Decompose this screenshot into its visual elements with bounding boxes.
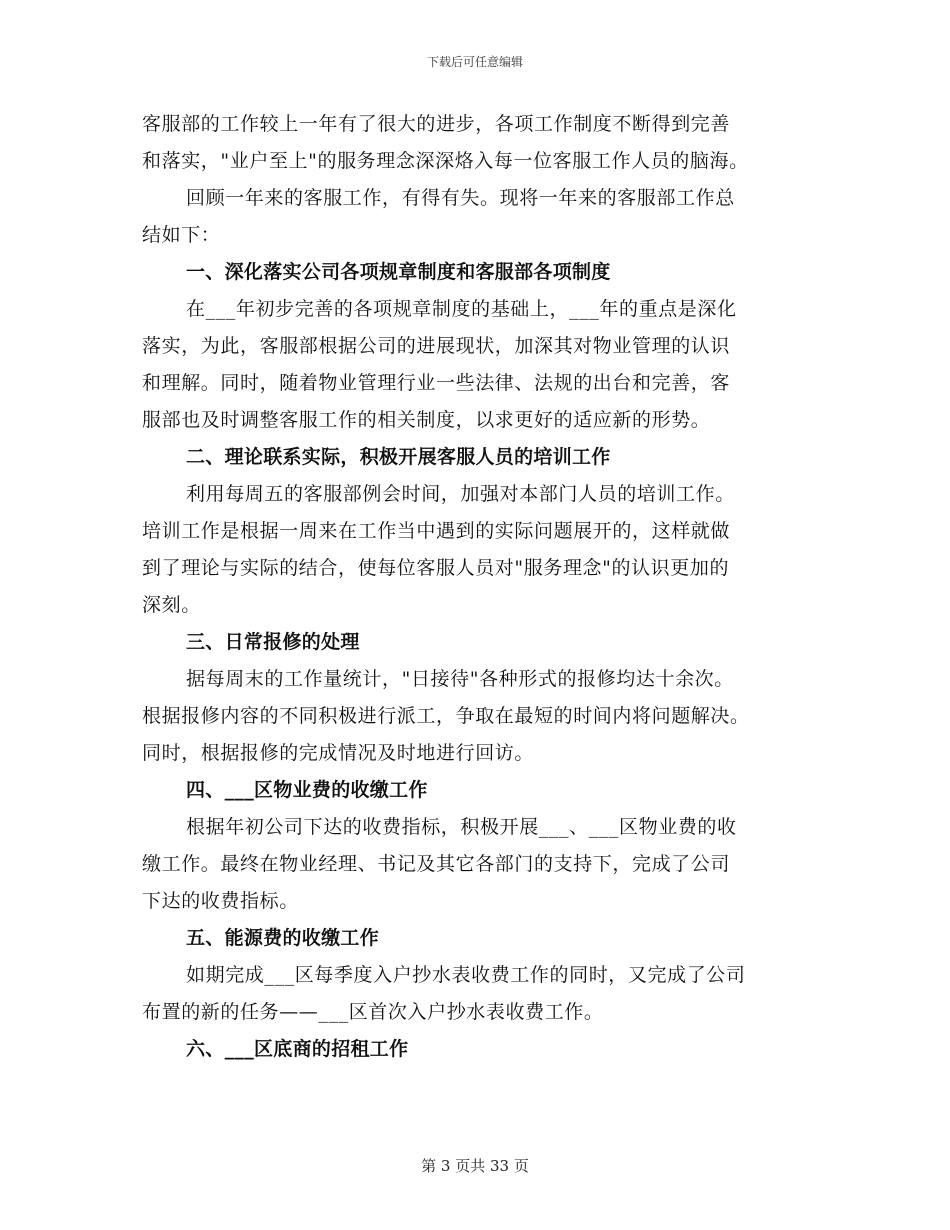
- page-footer: 第 3 页共 33 页: [421, 1157, 529, 1175]
- paragraph-line: 和理解。同时，随着物业管理行业一些法律、法规的出台和完善，客: [142, 372, 731, 394]
- paragraph-line: 据每周末的工作量统计，"日接待"各种形式的报修均达十余次。: [186, 668, 734, 690]
- paragraph-line: 落实，为此，客服部根据公司的进展现状，加深其对物业管理的认识: [142, 335, 731, 357]
- paragraph-line: 布置的新的任务——___区首次入户抄水表收费工作。: [142, 1001, 604, 1023]
- section-heading: 三、日常报修的处理: [186, 631, 360, 653]
- paragraph-line: 同时，根据报修的完成情况及时地进行回访。: [142, 742, 535, 764]
- paragraph-line: 缴工作。最终在物业经理、书记及其它各部门的支持下，完成了公司: [142, 853, 731, 875]
- paragraph-line: 到了理论与实际的结合，使每位客服人员对"服务理念"的认识更加的: [142, 557, 730, 579]
- paragraph-line: 结如下：: [142, 224, 221, 246]
- paragraph-line: 如期完成___区每季度入户抄水表收费工作的同时，又完成了公司: [186, 964, 746, 986]
- page-header: 下载后可任意编辑: [426, 55, 523, 69]
- paragraph-line: 下达的收费指标。: [142, 890, 299, 912]
- paragraph-line: 和落实，"业户至上"的服务理念深深烙入每一位客服工作人员的脑海。: [142, 150, 749, 172]
- paragraph-line: 培训工作是根据一周来在工作当中遇到的实际问题展开的，这样就做: [142, 520, 731, 542]
- section-heading: 一、深化落实公司各项规章制度和客服部各项制度: [186, 261, 611, 283]
- section-heading: 四、___区物业费的收缴工作: [186, 779, 428, 801]
- paragraph-line: 客服部的工作较上一年有了很大的进步，各项工作制度不断得到完善: [142, 113, 731, 135]
- section-heading: 五、能源费的收缴工作: [186, 927, 380, 949]
- paragraph-line: 回顾一年来的客服工作，有得有失。现将一年来的客服部工作总: [186, 187, 735, 209]
- paragraph-line: 利用每周五的客服部例会时间，加强对本部门人员的培训工作。: [186, 483, 735, 505]
- paragraph-line: 根据报修内容的不同积极进行派工，争取在最短的时间内将问题解决。: [142, 705, 750, 727]
- document-body: [142, 106, 802, 1068]
- paragraph-line: 深刻。: [142, 594, 201, 616]
- section-heading: 二、理论联系实际，积极开展客服人员的培训工作: [186, 446, 611, 468]
- paragraph-line: 服部也及时调整客服工作的相关制度，以求更好的适应新的形势。: [142, 409, 711, 431]
- paragraph-line: 根据年初公司下达的收费指标，积极开展___、___区物业费的收: [186, 816, 737, 838]
- section-heading: 六、___区底商的招租工作: [186, 1038, 409, 1060]
- paragraph-line: 在___年初步完善的各项规章制度的基础上，___年的重点是深化: [186, 298, 737, 320]
